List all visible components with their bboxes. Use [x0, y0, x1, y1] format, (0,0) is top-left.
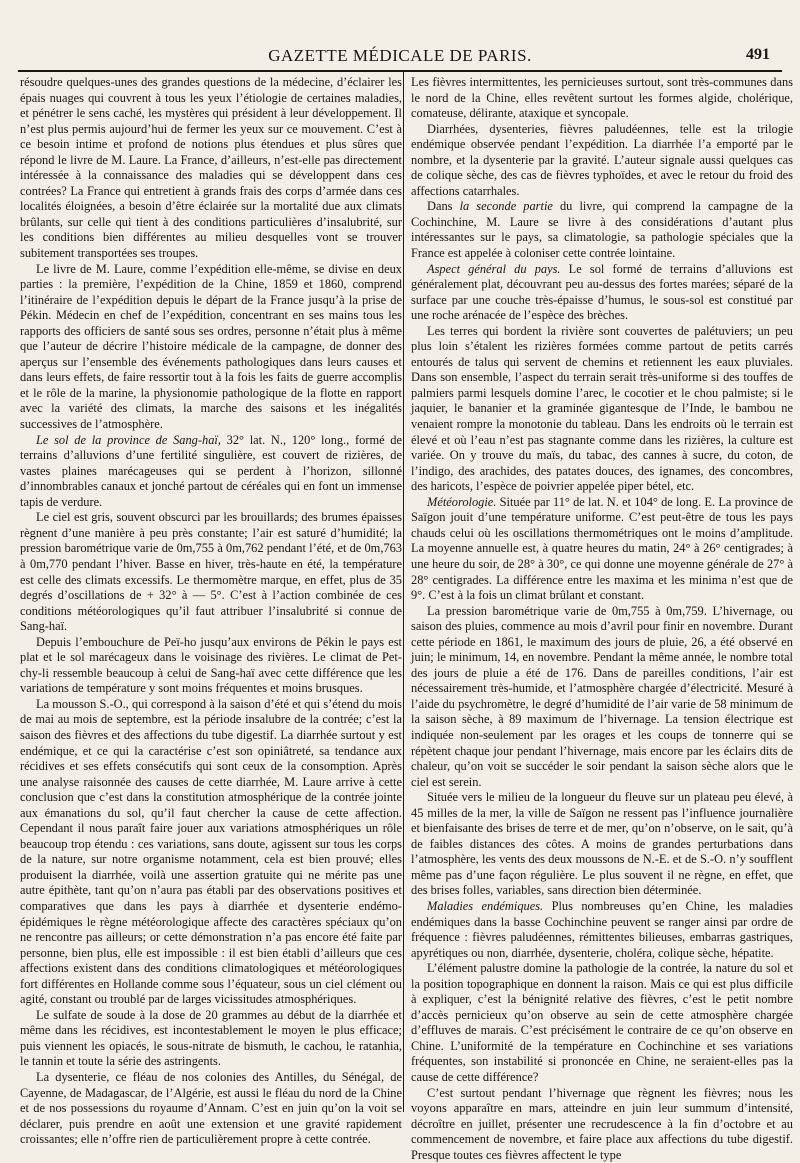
paragraph-text: Le livre de M. Laure, comme l’expédition elle-même, se divise en deux parties : la première, l’expédition de la Chine, 1859 et 1860, comprend l’itinéraire de l’expédition depuis le départ de la France jusqu’à la prise de Pékin. Médecin en chef de l’expédition, concentrant en ses mains tous les rapports des officiers de santé sous ses ordres, personne n’était plus à même que l’auteur de décrire l’histoire médicale de la campagne, de donner des aperçus sur l’ensemble des événements pathologiques dans leurs causes et dans leurs effets, de faire ressortir tout à la fois les faits de guerre accomplis et le rôle de la marine, la physionomie pathologique de la flotte en rapport avec la variété des climats, la marche des saisons et les inégalités successives de l’atmosphère. [20, 261, 402, 432]
page-header [18, 44, 782, 66]
paragraph-lead: la seconde partie [459, 199, 553, 214]
paragraph-text: Située vers le milieu de la longueur du fleuve sur un plateau peu élevé, à 45 milles de la mer, la ville de Saïgon ne ressent pas l’influence journalière et bienfaisante des brises de terre et de mer, qu’on n’observe, on le sait, qu’à de faibles distances des côtes. A moins de grandes perturbations dans l’atmosphère, les vents des deux moussons de N.-E. et de S.-O. n’y soufflent même pas d’une façon régulière. Le plus souvent il ne règne, en effet, que des brises folles, variables, sans direction bien déterminée. [411, 790, 793, 898]
paragraph-lead: Le sol de la province de Sang-haï, [36, 432, 221, 447]
paragraph-text: du livre, qui comprend la campagne de la Cochinchine, M. Laure se livre à des considérations d’autant plus intéressantes sur le pays, sa climatologie, sa pathologie spéciales que la France est appelée à coloniser cette contrée lointaine. [411, 199, 793, 261]
paragraph-text: Diarrhées, dysenteries, fièvres paludéennes, telle est la trilogie endémique observée pendant l’expédition. La diarrhée l’a emporté par le nombre, et la dysenterie par la gravité. L’auteur signale aussi quelques cas de colique sèche, des cas de fièvres typhoïdes, et avec le retour du froid des affections catarrhales. [411, 121, 793, 198]
paragraph [411, 790, 793, 899]
paragraph [20, 697, 402, 1008]
column-divider [403, 72, 404, 1112]
paragraph-lead: Maladies endémiques. [427, 898, 544, 913]
paragraph [20, 1070, 402, 1148]
paragraph [20, 635, 402, 697]
paragraph-text: C’est surtout pendant l’hivernage que règnent les fièvres; nous les voyons apparaître en mars, atteindre en juin leur summum d’intensité, décroître en juillet, présenter une recrudescence à la fin d’octobre et au commencement de novembre, et faire place aux affections du tube digestif. Presque toutes ces fièvres affectent le type [411, 1085, 793, 1162]
paragraph [411, 75, 793, 122]
paragraph [411, 961, 793, 1085]
paragraph [20, 75, 402, 262]
paragraph [20, 262, 402, 433]
journal-title: GAZETTE MÉDICALE DE PARIS. [268, 46, 532, 65]
paragraph-text: Le sulfate de soude à la dose de 20 grammes au début de la diarrhée et même dans les récidives, est incontestablement le moyen le plus efficace; puis viennent les opiacés, le sous-nitrate de bismuth, le cachou, le ratanhia, le tannin et toute la série des astringents. [20, 1007, 402, 1069]
paragraph-text: Le ciel est gris, souvent obscurci par les brouillards; des brumes épaisses règnent d’une manière à peu près constante; l’air est saturé d’humidité; la pression barométrique varie de 0m,755 à 0m,762 pendant l’été, et de 0m,763 à 0m,770 pendant l’hiver. Basse en hiver, très-haute en été, la température est celle des climats excessifs. Le thermomètre marque, en effet, plus de 35 degrés d’oscillations de + 32° à — 5°. C’est à l’action combinée de ces conditions météorologiques qu’il faut attribuer l’insalubrité si connue de Sang-haï. [20, 510, 402, 634]
paragraph [411, 604, 793, 791]
paragraph [411, 262, 793, 324]
paragraph-text: La mousson S.-O., qui correspond à la saison d’été et qui s’étend du mois de mai au mois de septembre, est la période insalubre de la contrée; c’est la saison des fièvres et des affections du tube digestif. La diarrhée surtout y est endémique, et ce qui la caractérise c’est son opiniâtreté, sa tendance aux récidives et ses effets consécutifs qui sont ceux de la consomption. Après une analyse raisonnée des causes de cette diarrhée, M. Laure arrive à cette conclusion que c’est dans la constitution atmosphérique de la contrée jointe aux émanations du sol, qu’il faut chercher la cause de cette affection. Cependant il nous paraît faire jouer aux variations atmosphériques un rôle beaucoup trop étendu : ces variations, sans doute, agissent sur tous les corps de la nature, sur notre organisme notamment, cela est bien prouvé; elles produisent la diarrhée, voilà une assertion gratuite qui ne mérite pas une autre épithète, tant qu’on n’aura pas établi par des observations positives et comparatives que dans les pays à diarrhée et dysenterie endémo-épidémiques le règne météorologique affecte des caractères spéciaux qu’on ne rencontre pas ailleurs; or cette démonstration n’a pas encore été faite par personne, bien plus, elle est impossible : il est bien établi d’ailleurs que ces affections existent dans des conditions climatologiques et météorologiques fort différentes en Hollande comme sous l’équateur, sous un ciel clément ou agité, constant ou troublé par de larges vicissitudes atmosphériques. [20, 696, 402, 1007]
page-number: 491 [746, 46, 770, 63]
header-rule [18, 70, 782, 72]
paragraph-text: Le sol formé de terrains d’alluvions est généralement plat, découvrant peu au-dessus des fortes marées; séparé de la surface par une couche très-épaisse d’humus, le sous-sol est constitué par une roche arénacée de l’espèce des brèches. [411, 261, 793, 323]
paragraph-lead: Aspect général du pays. [427, 261, 561, 276]
paragraph-text: La dysenterie, ce fléau de nos colonies des Antilles, du Sénégal, de Cayenne, de Madagascar, de l’Algérie, est aussi le fléau du nord de la Chine et de nos possessions du royaume d’Annam. C’est en juin qu’on la voit se déclarer, puis prendre en août une extension et une gravité rapidement croissantes; elle n’offre rien de particulièrement propre à cette contrée. [20, 1070, 402, 1147]
paragraph-text: Depuis l’embouchure de Peï-ho jusqu’aux environs de Pékin le pays est plat et le sol marécageux dans le voisinage des rivières. Le climat de Pet-chy-li ressemble beaucoup à celui de Sang-haï avec cette différence que les variations de température y sont moins fréquentes et moins brusques. [20, 634, 402, 696]
paragraph-text: Située par 11° de lat. N. et 104° de long. E. La province de Saïgon jouit d’une température uniforme. C’est peut-être de tous les pays chauds celui où les oscillations thermométriques ont le moins d’amplitude. La moyenne annuelle est, à quatre heures du matin, 24° à 26° centigrades; à une heure du soir, de 28° à 30°, ce qui donne une moyenne générale de 27° à 28° centigrades. La différence entre les maxima et les minima n’est que de 9°. C’est à la fois un climat brûlant et constant. [411, 494, 793, 603]
right-column [411, 75, 793, 1163]
paragraph-prefix: Dans [427, 199, 460, 214]
paragraph-text: Les fièvres intermittentes, les pernicieuses surtout, sont très-communes dans le nord de la Chine, elles revêtent surtout les formes algide, cholérique, comateuse, délirante, ataxique et syncopale. [411, 75, 793, 121]
paragraph-text: Les terres qui bordent la rivière sont couvertes de palétuviers; un peu plus loin s’étalent les rizières formées comme partout de petits carrés entourés de talus qui servent de chemins et retiennent les eaux pluviales. Dans son ensemble, l’aspect du terrain serait très-uniforme si des touffes de palmiers parmi lesquels domine l’arec, le cocotier et le chou palmiste; si le jaquier, le bananier et la graminée gigantesque de l’Inde, le bambou ne venaient rompre la monotonie du tableau. Dans les endroits où le terrain est élevé et où l’eau n’est pas stagnante comme dans les rizières, la culture est variée. On y trouve du maïs, du tabac, des cannes à sucre, du coton, de l’indigo, des arachides, des patates douces, des ignames, des concombres, des haricots, l’espèce de poivrier appelée piper bétel, etc. [411, 323, 793, 494]
paragraph [411, 122, 793, 200]
paragraph-lead: Météorologie. [427, 494, 497, 509]
paragraph-text: résoudre quelques-unes des grandes questions de la médecine, d’éclairer les épais nuages qui couvrent à tous les yeux l’étiologie de certaines maladies, et pénétrer le sens caché, les mystères qui président à leur développement. Il n’est plus permis aujourd’hui de fermer les yeux sur ce mouvement. C’est à ce besoin intime et profond de notions plus étendues et plus sûres que répond le livre de M. Laure. La France, d’ailleurs, n’est-elle pas directement intéressée à la connaissance des maladies qui se développent dans ces contrées? La France qui entretient à grands frais des corps d’armée dans ces localités éloignées, a besoin d’être éclairée sur la mortalité due aux climats brûlants, sur celle qui tient à des conditions particulières d’insalubrité, sur les conditions bien différentes au milieu desquelles vont se trouver subitement transportées ses troupes. [20, 75, 402, 261]
paragraph [20, 1008, 402, 1070]
paragraph-text: Plus nombreuses qu’en Chine, les maladies endémiques dans la basse Cochinchine peuvent se ranger ainsi par ordre de fréquence : fièvres paludéennes, rémittentes bilieuses, embarras gastriques, apyrétiques ou non, diarrhée, dysenterie, choléra, colique sèche, hépatite. [411, 898, 793, 960]
paragraph-text: L’élément palustre domine la pathologie de la contrée, la nature du sol et la position topographique en donnent la raison. Mais ce qui est plus difficile à expliquer, c’est la bénignité relative des fièvres, c’est le petit nombre d’accès pernicieux qu’on observe au sein de cette atmosphère chargée d’effluves de marais. C’est précisément le contraire de ce qu’on observe en Chine. L’uniformité de la température en Cochinchine et ses variations fréquentes, son instabilité si prononcée en Chine, ne seraient-elles pas la cause de cette différence? [411, 961, 793, 1084]
paragraph [411, 899, 793, 961]
left-column [20, 75, 402, 1148]
paragraph [20, 433, 402, 511]
paragraph-text: La pression barométrique varie de 0m,755 à 0m,759. L’hivernage, ou saison des pluies, commence au mois d’avril pour finir en novembre. Durant cette période en 1861, le maximum des jours de pluie, 26, a été observé en juin; le minimum, 14, en novembre. Pendant la même année, le nombre total des jours de pluie a été de 176. Dans de pareilles conditions, l’air est nécessairement très-humide, et l’atmosphère chargée d’électricité. Mesuré à l’aide du psychromètre, le degré d’humidité de l’air varie de 58 minimum de la saison sèche, à 89 maximum de l’hivernage. La tension électrique est indiquée non-seulement par les orages et les coups de tonnerre qui se répètent chaque jour pendant l’hivernage, mais encore par les éclairs dits de chaleur, qu’on voit se succéder le soir pendant la saison sèche alors que le ciel est serein. [411, 603, 793, 789]
paragraph [411, 324, 793, 495]
paragraph [411, 1086, 793, 1163]
paragraph-text: 32° lat. N., 120° long., formé de terrains d’alluvions d’une fertilité singulière, est couvert de rizières, de vastes plaines marécageuses qui se perdent à l’horizon, sillonné d’innombrables canaux et jonché partout de céréales qui en font un immense tapis de verdure. [20, 432, 402, 509]
paragraph [411, 495, 793, 604]
paragraph [20, 510, 402, 634]
paragraph [411, 199, 793, 261]
